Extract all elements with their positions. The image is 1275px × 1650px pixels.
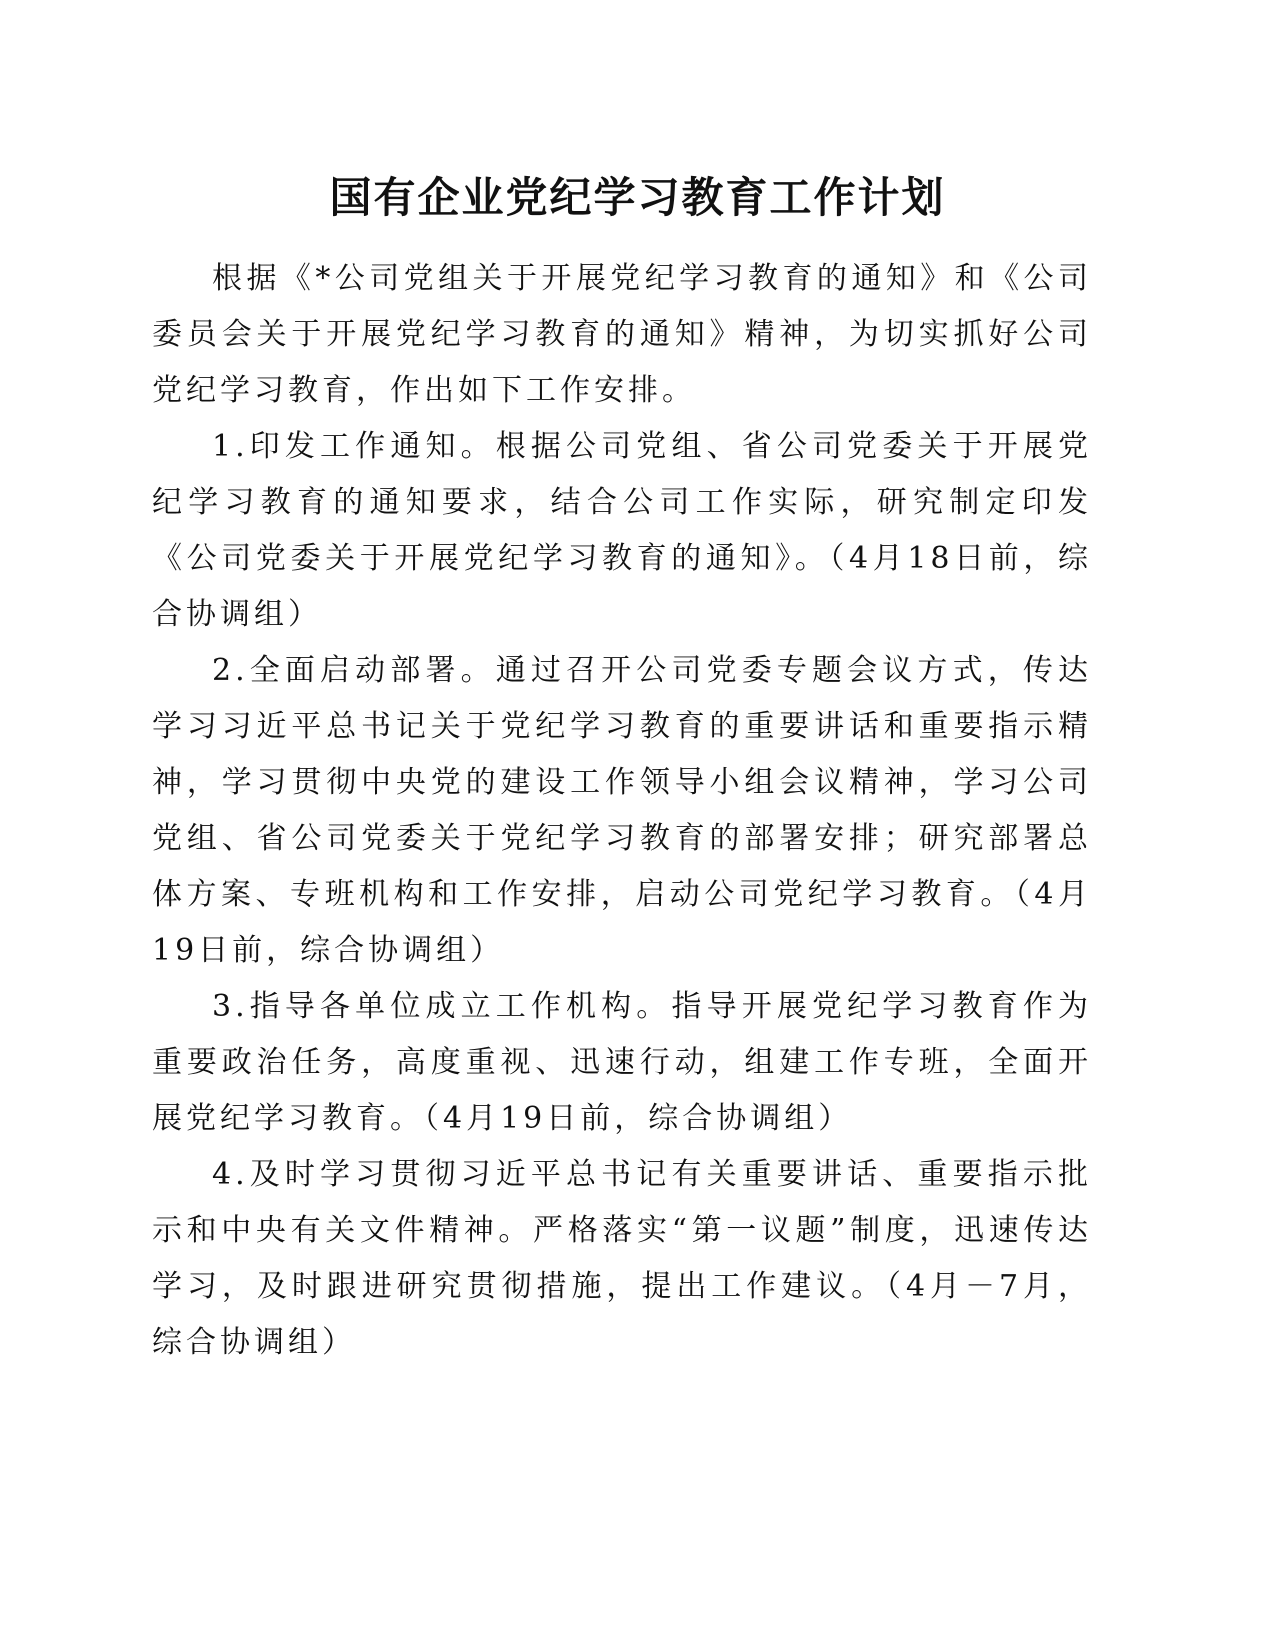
item-3-paragraph: 3.指导各单位成立工作机构。指导开展党纪学习教育作为重要政治任务，高度重视、迅速行动，组建工作专班，全面开展党纪学习教育。（4月19日前，综合协调组） xyxy=(152,989,1092,1136)
document-body xyxy=(152,251,1092,1371)
item-4-paragraph: 4.及时学习贯彻习近平总书记有关重要讲话、重要指示批示和中央有关文件精神。严格落实“第一议题”制度，迅速传达学习，及时跟进研究贯彻措施，提出工作建议。（4月－7月，综合协调组） xyxy=(152,1157,1092,1360)
item-1-paragraph: 1.印发工作通知。根据公司党组、省公司党委关于开展党纪学习教育的通知要求，结合公司工作实际，研究制定印发《公司党委关于开展党纪学习教育的通知》。（4月18日前，综合协调组） xyxy=(152,429,1092,632)
item-2-paragraph: 2.全面启动部署。通过召开公司党委专题会议方式，传达学习习近平总书记关于党纪学习教育的重要讲话和重要指示精神，学习贯彻中央党的建设工作领导小组会议精神，学习公司党组、省公司党委关于党纪学习教育的部署安排；研究部署总体方案、专班机构和工作安排，启动公司党纪学习教育。（4月19日前，综合协调组） xyxy=(152,653,1092,968)
intro-paragraph: 根据《*公司党组关于开展党纪学习教育的通知》和《公司委员会关于开展党纪学习教育的通知》精神，为切实抓好公司党纪学习教育，作出如下工作安排。 xyxy=(152,261,1092,408)
document-title: 国有企业党纪学习教育工作计划 xyxy=(329,173,946,222)
